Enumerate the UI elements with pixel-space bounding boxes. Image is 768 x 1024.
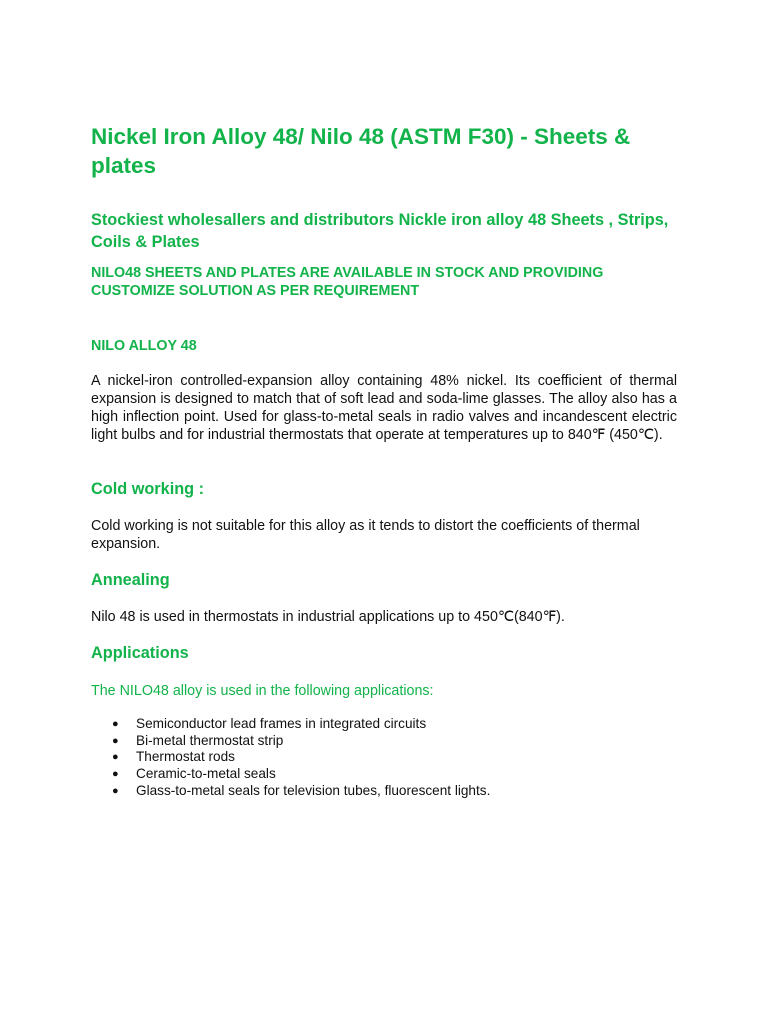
list-item-text: Semiconductor lead frames in integrated circuits — [136, 716, 427, 731]
bullet-icon: ● — [112, 718, 119, 730]
alloy-description: A nickel-iron controlled-expansion alloy containing 48% nickel. Its coefficient of thermal expansion is designed to match that of soft lead and soda-lime glasses. The alloy also has a high inflection point. Used for glass-to-metal seals in radio valves and incandescent electric light bulbs and for industrial thermostats that operate at temperatures up to 840℉ (450℃). — [91, 373, 677, 443]
cold-working-heading: Cold working : — [91, 480, 205, 498]
bullet-icon: ● — [112, 751, 119, 764]
list-item-text: Thermostat rods — [136, 749, 235, 765]
annealing-heading: Annealing — [91, 571, 170, 589]
bullet-icon: ● — [112, 768, 119, 781]
applications-heading: Applications — [91, 644, 189, 662]
cold-working-text: Cold working is not suitable for this alloy as it tends to distort the coefficients of thermal expansion. — [91, 518, 640, 552]
applications-list — [91, 716, 490, 800]
annealing-text: Nilo 48 is used in thermostats in industrial applications up to 450℃(840℉). — [91, 609, 565, 625]
list-item — [91, 766, 490, 783]
applications-intro: The NILO48 alloy is used in the following applications: — [91, 683, 434, 699]
bullet-icon: ● — [112, 784, 119, 797]
document-subtitle: Stockiest wholesallers and distributors Nickle iron alloy 48 Sheets , Strips, Coils & Plates — [91, 211, 669, 251]
alloy-section-label: NILO ALLOY 48 — [91, 338, 197, 354]
list-item — [91, 749, 490, 766]
stock-notice: NILO48 SHEETS AND PLATES ARE AVAILABLE IN STOCK AND PROVIDING CUSTOMIZE SOLUTION AS PER REQUIREMENT — [91, 265, 604, 299]
list-item-text: Bi-metal thermostat strip — [136, 732, 284, 748]
document-title: Nickel Iron Alloy 48/ Nilo 48 (ASTM F30) - Sheets & plates — [91, 124, 631, 178]
list-item — [91, 783, 490, 800]
list-item — [91, 733, 490, 750]
bullet-icon: ● — [112, 734, 119, 747]
list-item-text: Glass-to-metal seals for television tubes, fluorescent lights. — [136, 782, 491, 798]
list-item — [91, 716, 490, 733]
list-item-text: Ceramic-to-metal seals — [136, 766, 276, 782]
